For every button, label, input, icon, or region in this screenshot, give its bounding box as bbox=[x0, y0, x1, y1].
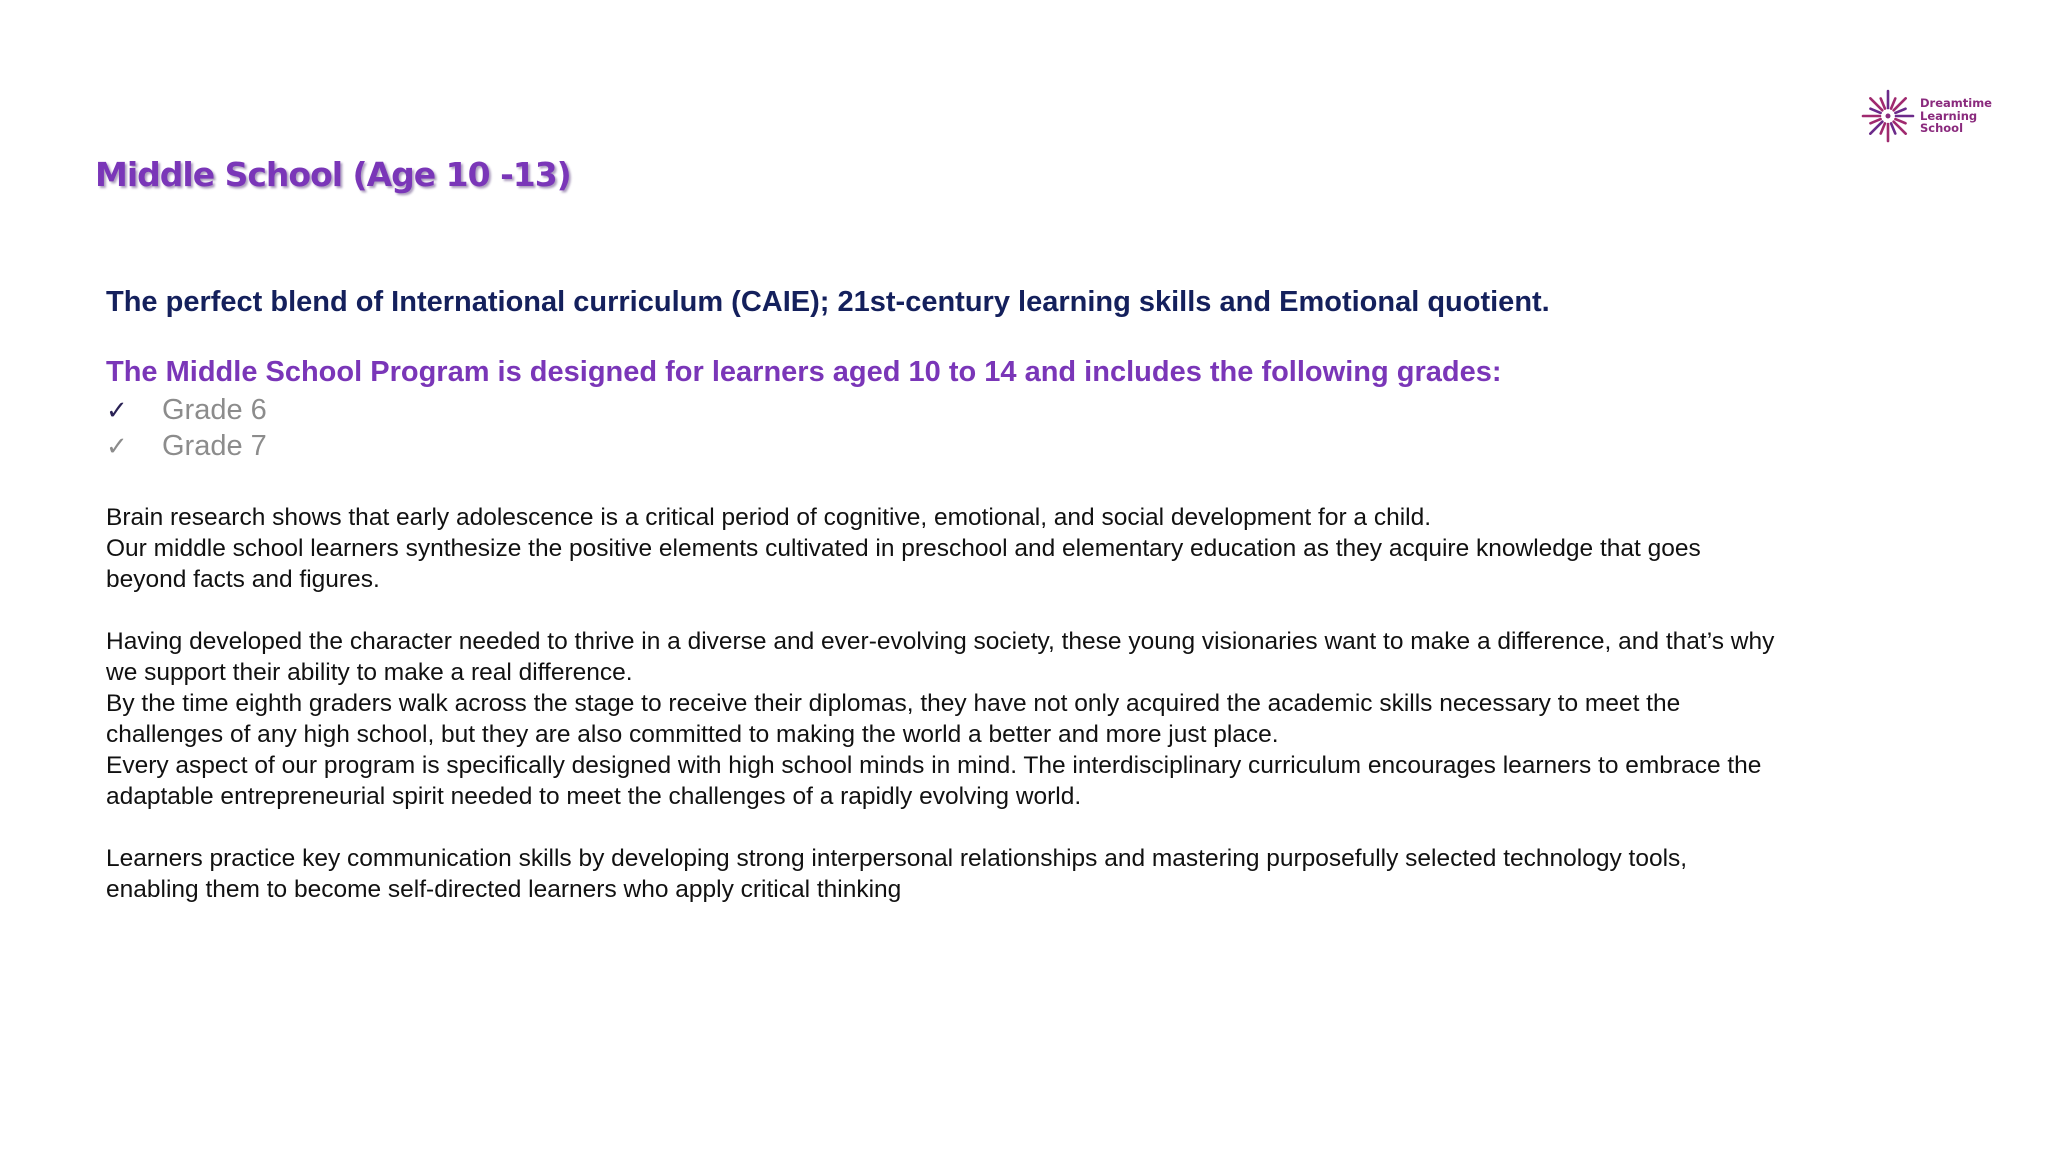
checkmark-icon: ✓ bbox=[106, 430, 128, 461]
logo-ray bbox=[1895, 119, 1905, 123]
paragraph: Learners practice key communication skills by developing strong interpersonal relationships and mastering purposefully selected technology tools, enabling them to become self-directed learners who apply critical thinking bbox=[106, 845, 1688, 903]
list-item bbox=[106, 392, 1786, 428]
logo-text bbox=[1920, 97, 1992, 135]
school-logo bbox=[1860, 88, 1992, 144]
grade-label: Grade 6 bbox=[162, 393, 267, 426]
list-item bbox=[106, 428, 1786, 464]
logo-line-2: Learning bbox=[1920, 108, 1978, 123]
logo-ray bbox=[1891, 98, 1895, 108]
logo-ray bbox=[1881, 123, 1885, 133]
logo-ray bbox=[1895, 109, 1905, 113]
logo-ray bbox=[1870, 109, 1880, 113]
body-text bbox=[106, 502, 1786, 905]
paragraph: Having developed the character needed to thrive in a diverse and ever-evolving society, these young visionaries want to make a difference, and that’s why we support their ability to make a real difference. bbox=[106, 628, 1775, 686]
page-title: Middle School (Age 10 -13) bbox=[95, 155, 571, 194]
paragraph: By the time eighth graders walk across the stage to receive their diplomas, they have not only acquired the academic skills necessary to meet the challenges of any high school, but they are also committed to making the world a better and more just place. bbox=[106, 690, 1681, 748]
tagline: The perfect blend of International curriculum (CAIE); 21st-century learning skills and Emotional quotient. bbox=[106, 286, 1550, 318]
flower-burst-icon bbox=[1860, 88, 1916, 144]
logo-line-3: School bbox=[1920, 121, 1964, 136]
program-heading: The Middle School Program is designed for learners aged 10 to 14 and includes the following grades: bbox=[106, 356, 1502, 388]
paragraph: Brain research shows that early adolescence is a critical period of cognitive, emotional, and social development for a child. bbox=[106, 504, 1432, 531]
logo-center bbox=[1886, 114, 1891, 119]
logo-ray bbox=[1881, 98, 1885, 108]
paragraph: Every aspect of our program is specifically designed with high school minds in mind. The interdisciplinary curriculum encourages learners to embrace the adaptable entrepreneurial spirit needed to meet the challenges of a rapidly evolving world. bbox=[106, 752, 1762, 810]
grade-label: Grade 7 bbox=[162, 429, 267, 462]
paragraph: Our middle school learners synthesize the positive elements cultivated in preschool and elementary education as they acquire knowledge that goes beyond facts and figures. bbox=[106, 535, 1701, 593]
logo-ray bbox=[1870, 119, 1880, 123]
logo-ray bbox=[1891, 123, 1895, 133]
checkmark-icon: ✓ bbox=[106, 394, 128, 425]
logo-line-1: Dreamtime bbox=[1920, 96, 1992, 111]
content bbox=[106, 282, 1786, 905]
paragraph-gap bbox=[106, 595, 1786, 626]
grade-list bbox=[106, 392, 1786, 464]
paragraph-gap bbox=[106, 812, 1786, 843]
